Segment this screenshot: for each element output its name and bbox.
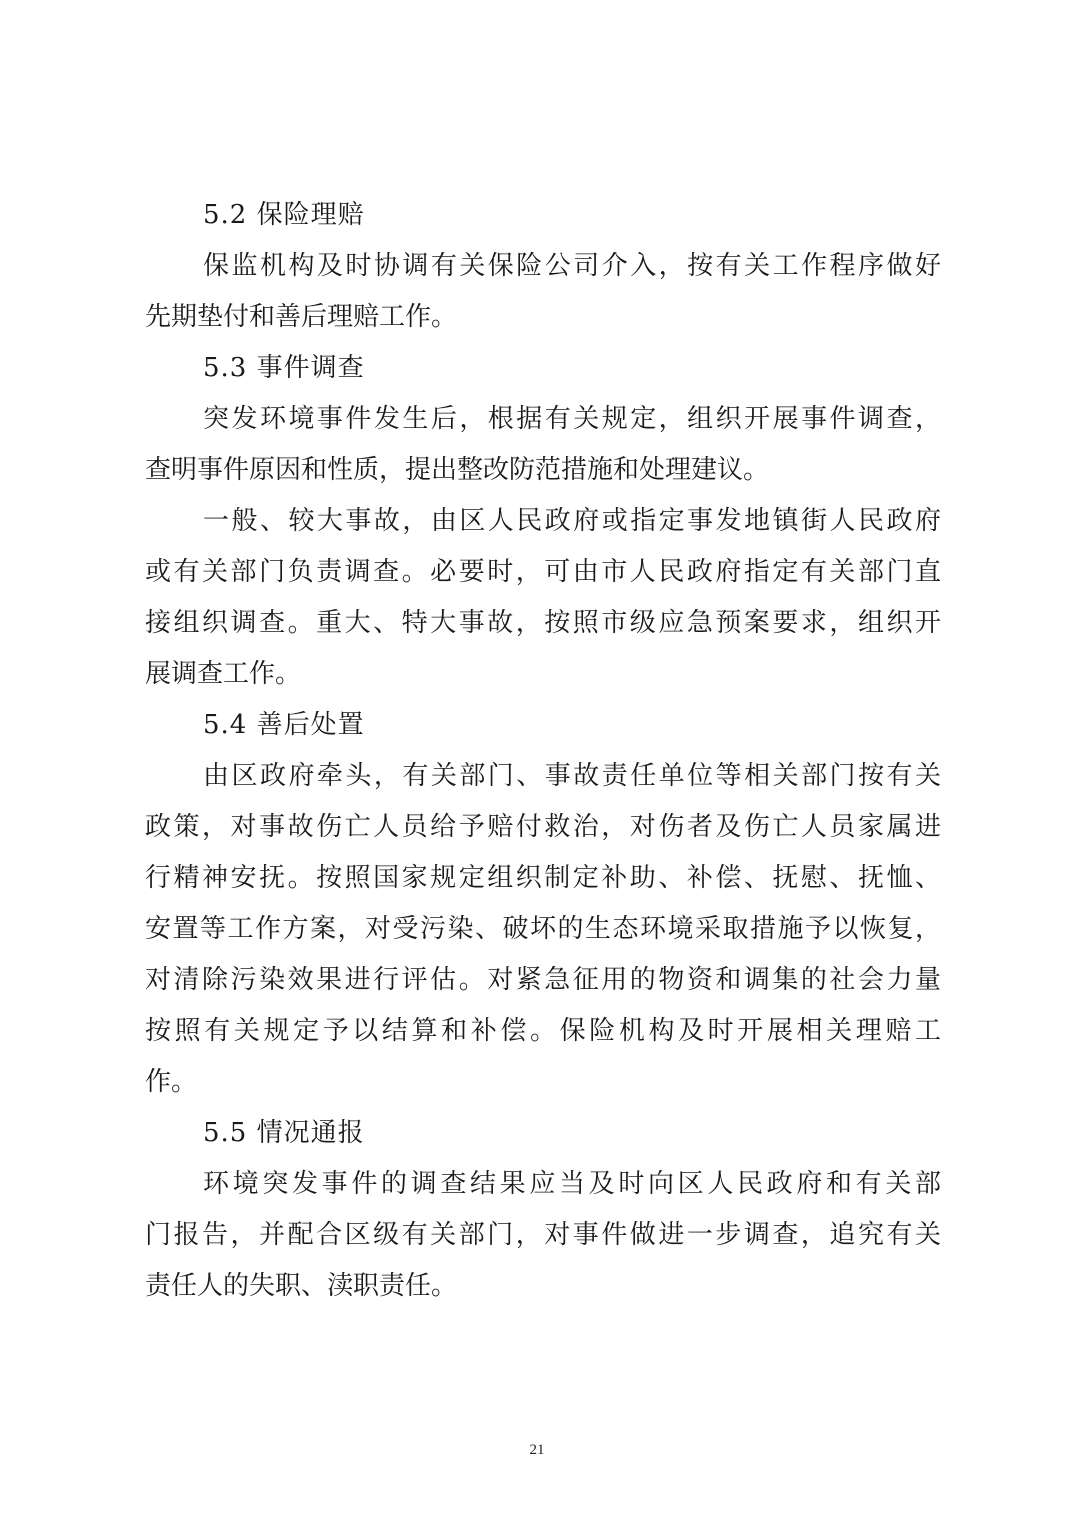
page-body: [145, 190, 941, 1312]
section-heading-5-5: 5.5 情况通报: [203, 1118, 365, 1148]
paragraph-line: 环境突发事件的调查结果应当及时向区人民政府和有关部: [203, 1169, 941, 1199]
paragraph-line: 安置等工作方案，对受污染、破坏的生态环境采取措施予以恢复，: [145, 914, 941, 944]
paragraph-line: 先期垫付和善后理赔工作。: [145, 302, 458, 332]
paragraph-line: 责任人的失职、渎职责任。: [145, 1271, 458, 1301]
paragraph-line: 行精神安抚。按照国家规定组织制定补助、补偿、抚慰、抚恤、: [145, 863, 941, 893]
page-number: 21: [529, 1442, 545, 1458]
paragraph-line: 查明事件原因和性质，提出整改防范措施和处理建议。: [145, 455, 770, 485]
paragraph-line: 门报告，并配合区级有关部门，对事件做进一步调查，追究有关: [145, 1220, 941, 1250]
paragraph-line: 按照有关规定予以结算和补偿。保险机构及时开展相关理赔工: [145, 1016, 941, 1046]
paragraph-line: 接组织调查。重大、特大事故，按照市级应急预案要求，组织开: [145, 608, 941, 638]
section-heading-5-4: 5.4 善后处置: [203, 710, 365, 740]
paragraph-line: 一般、较大事故，由区人民政府或指定事发地镇街人民政府: [203, 506, 941, 536]
paragraph-line: 保监机构及时协调有关保险公司介入，按有关工作程序做好: [203, 251, 941, 281]
paragraph-line: 作。: [145, 1067, 198, 1097]
paragraph-line: 对清除污染效果进行评估。对紧急征用的物资和调集的社会力量: [145, 965, 941, 995]
paragraph-line: 由区政府牵头，有关部门、事故责任单位等相关部门按有关: [203, 761, 941, 791]
paragraph-line: 展调查工作。: [145, 659, 302, 689]
paragraph-line: 政策，对事故伤亡人员给予赔付救治，对伤者及伤亡人员家属进: [145, 812, 941, 842]
section-heading-5-3: 5.3 事件调查: [203, 353, 365, 383]
section-heading-5-2: 5.2 保险理赔: [203, 200, 365, 230]
paragraph-line: 突发环境事件发生后，根据有关规定，组织开展事件调查，: [203, 404, 941, 434]
paragraph-line: 或有关部门负责调查。必要时，可由市人民政府指定有关部门直: [145, 557, 941, 587]
